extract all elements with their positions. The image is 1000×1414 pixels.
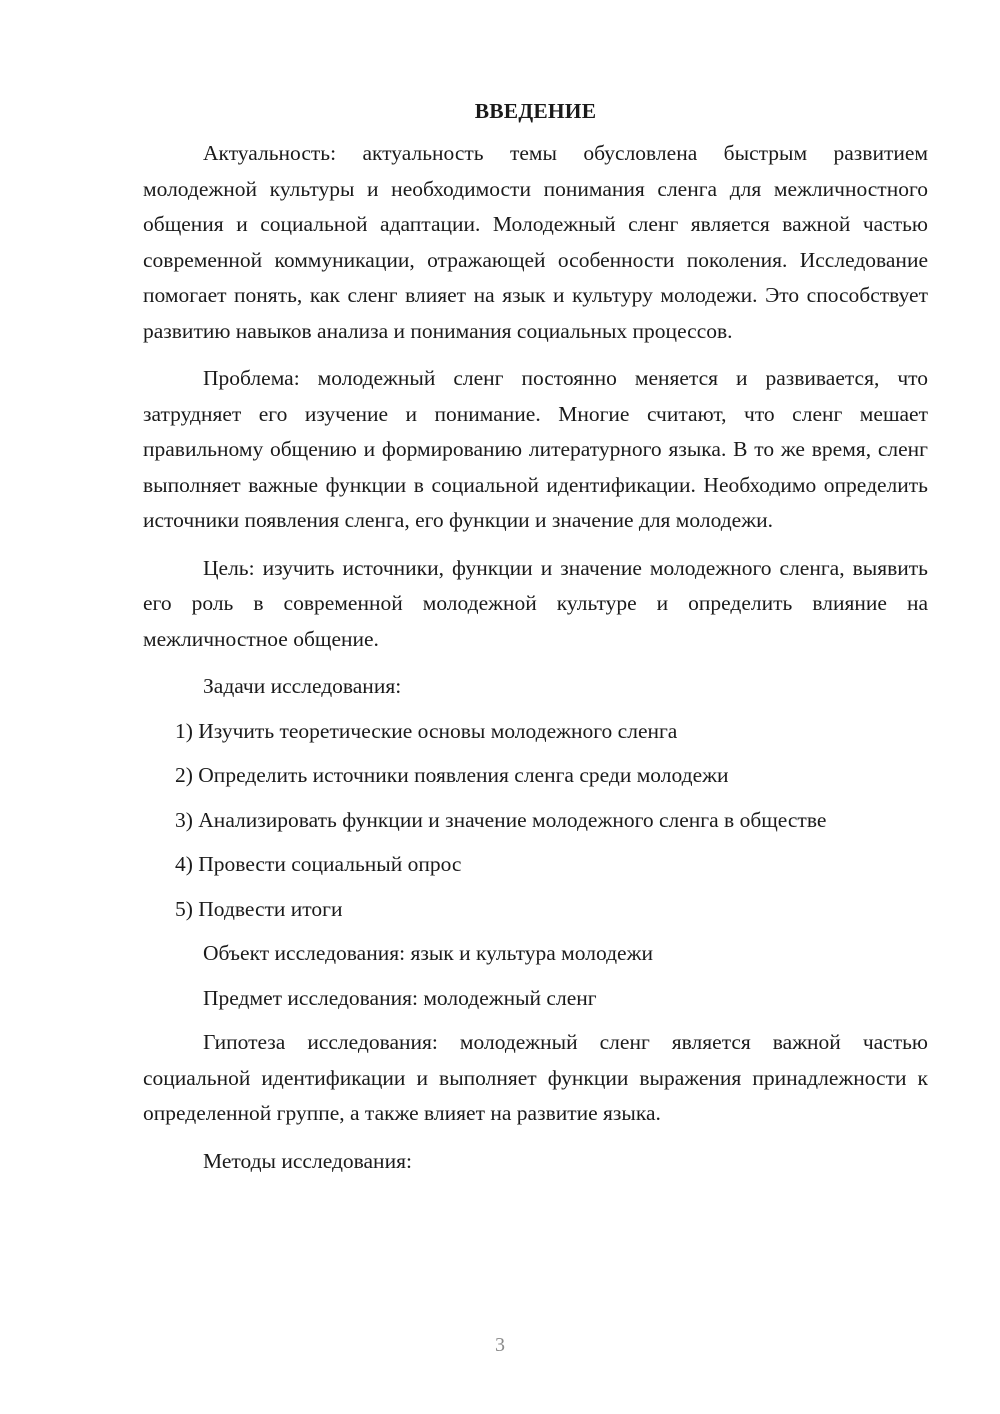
list-item: 3) Анализировать функции и значение молодежного сленга в обществе: [175, 807, 827, 832]
goal-paragraph: Цель: изучить источники, функции и значение молодежного сленга, выявить его роль в современной молодежной культуре и определить влияние на межличностное общение.: [143, 555, 928, 651]
list-item: 4) Провести социальный опрос: [175, 852, 462, 876]
list-item: 2) Определить источники появления сленга среди молодежи: [175, 763, 729, 787]
document-page: [143, 96, 928, 1179]
list-item: 1) Изучить теоретические основы молодежного сленга: [175, 718, 678, 743]
page-title: ВВЕДЕНИЕ: [474, 99, 597, 123]
problem-paragraph: Проблема: молодежный сленг постоянно меняется и развивается, что затрудняет его изучение и понимание. Многие считают, что сленг мешает правильному общению и формированию литературного языка. В то же время, сленг выполняет важные функции в социальной идентификации. Необходимо определить источники появления сленга, его функции и значение для молодежи.: [143, 366, 928, 532]
hypothesis-paragraph: Гипотеза исследования: молодежный сленг является важной частью социальной идентификации и выполняет функции выражения принадлежности к определенной группе, а также влияет на развитие языка.: [143, 1030, 928, 1125]
list-item: 5) Подвести итоги: [175, 896, 343, 921]
object-line: Объект исследования: язык и культура молодежи: [203, 941, 653, 965]
subject-line: Предмет исследования: молодежный сленг: [203, 985, 597, 1010]
page-number: 3: [495, 1334, 505, 1356]
relevance-paragraph: Актуальность: актуальность темы обусловлена быстрым развитием молодежной культуры и необходимости понимания сленга для межличностного общения и социальной адаптации. Молодежный сленг является важной частью современной коммуникации, отражающей особенности поколения. Исследование помогает понять, как сленг влияет на язык и культуру молодежи. Это способствует развитию навыков анализа и понимания социальных процессов.: [143, 141, 928, 343]
tasks-heading: Задачи исследования:: [203, 674, 402, 698]
methods-heading: Методы исследования:: [203, 1148, 412, 1173]
